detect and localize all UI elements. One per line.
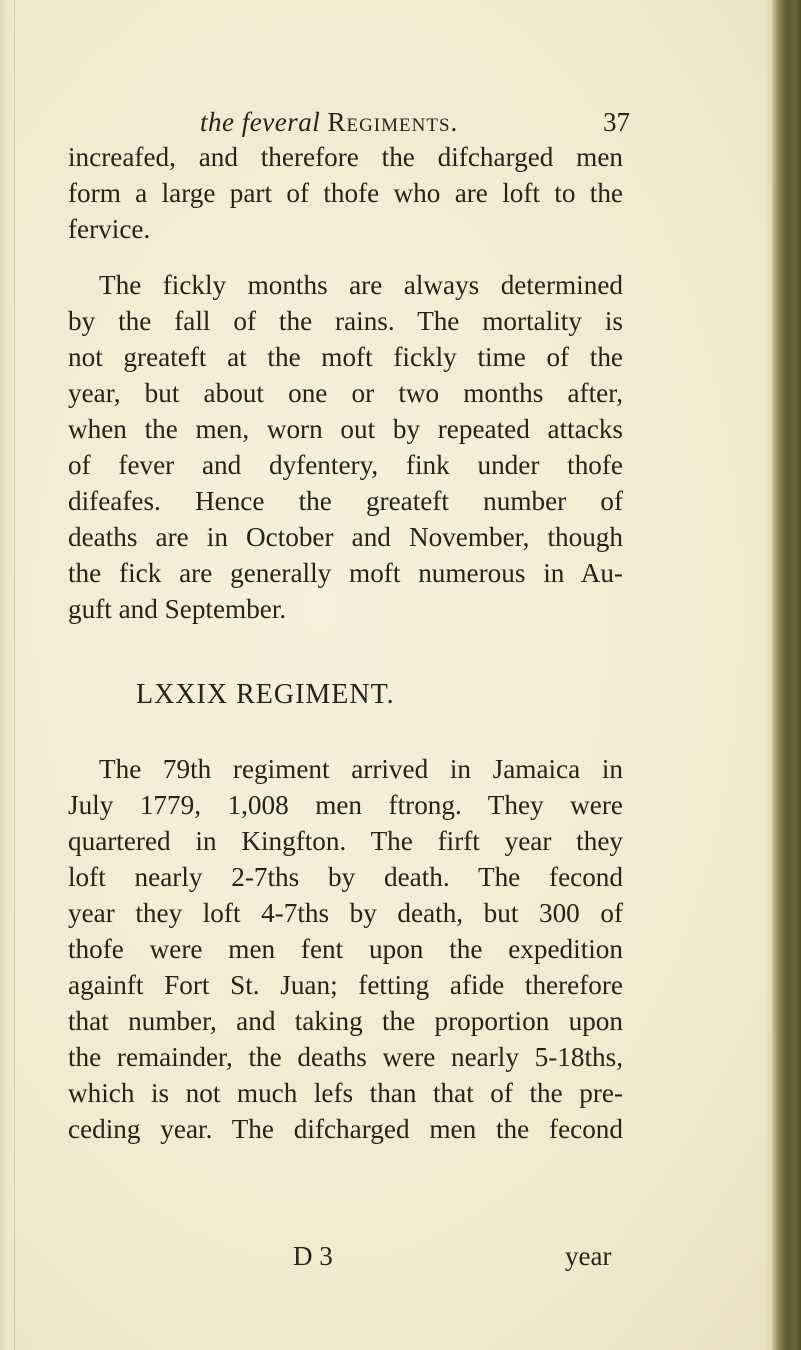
catchword: year — [565, 1241, 612, 1271]
text-line: form a large part of thofe who are loft to the — [68, 178, 623, 208]
text-line: quartered in Kingfton. The firft year they — [68, 826, 623, 856]
section-heading-text: LXXIX REGIMENT. — [136, 679, 395, 710]
running-title — [200, 104, 458, 140]
running-title-smallcaps: Regiments. — [327, 107, 459, 137]
text-line: increafed, and therefore the difcharged men — [68, 142, 623, 172]
text-line: againft Fort St. Juan; fetting afide therefore — [68, 970, 623, 1000]
text-line: The fickly months are always determined — [99, 270, 623, 300]
text-line: the remainder, the deaths were nearly 5-18ths, — [68, 1042, 623, 1072]
book-binding-edge — [772, 0, 801, 1350]
text-line: not greateft at the moft fickly time of the — [68, 342, 623, 372]
page-number: 37 — [603, 107, 630, 137]
text-line: The 79th regiment arrived in Jamaica in — [99, 754, 623, 784]
running-title-italic: the feveral — [200, 107, 321, 137]
running-header — [200, 104, 630, 140]
text-line: by the fall of the rains. The mortality is — [68, 306, 623, 336]
text-line: year, but about one or two months after, — [68, 378, 623, 408]
page-gutter-left — [0, 0, 15, 1350]
text-line: fervice. — [68, 214, 151, 244]
text-line: the fick are generally moft numerous in Au- — [68, 558, 623, 588]
text-line: that number, and taking the proportion upon — [68, 1006, 623, 1036]
signature-mark: D 3 — [293, 1241, 333, 1271]
text-line: when the men, worn out by repeated attacks — [68, 414, 623, 444]
text-line: deaths are in October and November, though — [68, 522, 623, 552]
text-line: loft nearly 2-7ths by death. The fecond — [68, 862, 623, 892]
text-line: which is not much lefs than that of the pre- — [68, 1078, 623, 1108]
text-line: year they loft 4-7ths by death, but 300 of — [68, 898, 623, 928]
text-line: July 1779, 1,008 men ftrong. They were — [68, 790, 623, 820]
text-line: ceding year. The difcharged men the fecond — [68, 1114, 623, 1144]
text-line: of fever and dyfentery, fink under thofe — [68, 450, 623, 480]
text-line: difeafes. Hence the greateft number of — [68, 486, 623, 516]
text-line: guft and September. — [68, 594, 287, 624]
text-line: thofe were men fent upon the expedition — [68, 934, 623, 964]
